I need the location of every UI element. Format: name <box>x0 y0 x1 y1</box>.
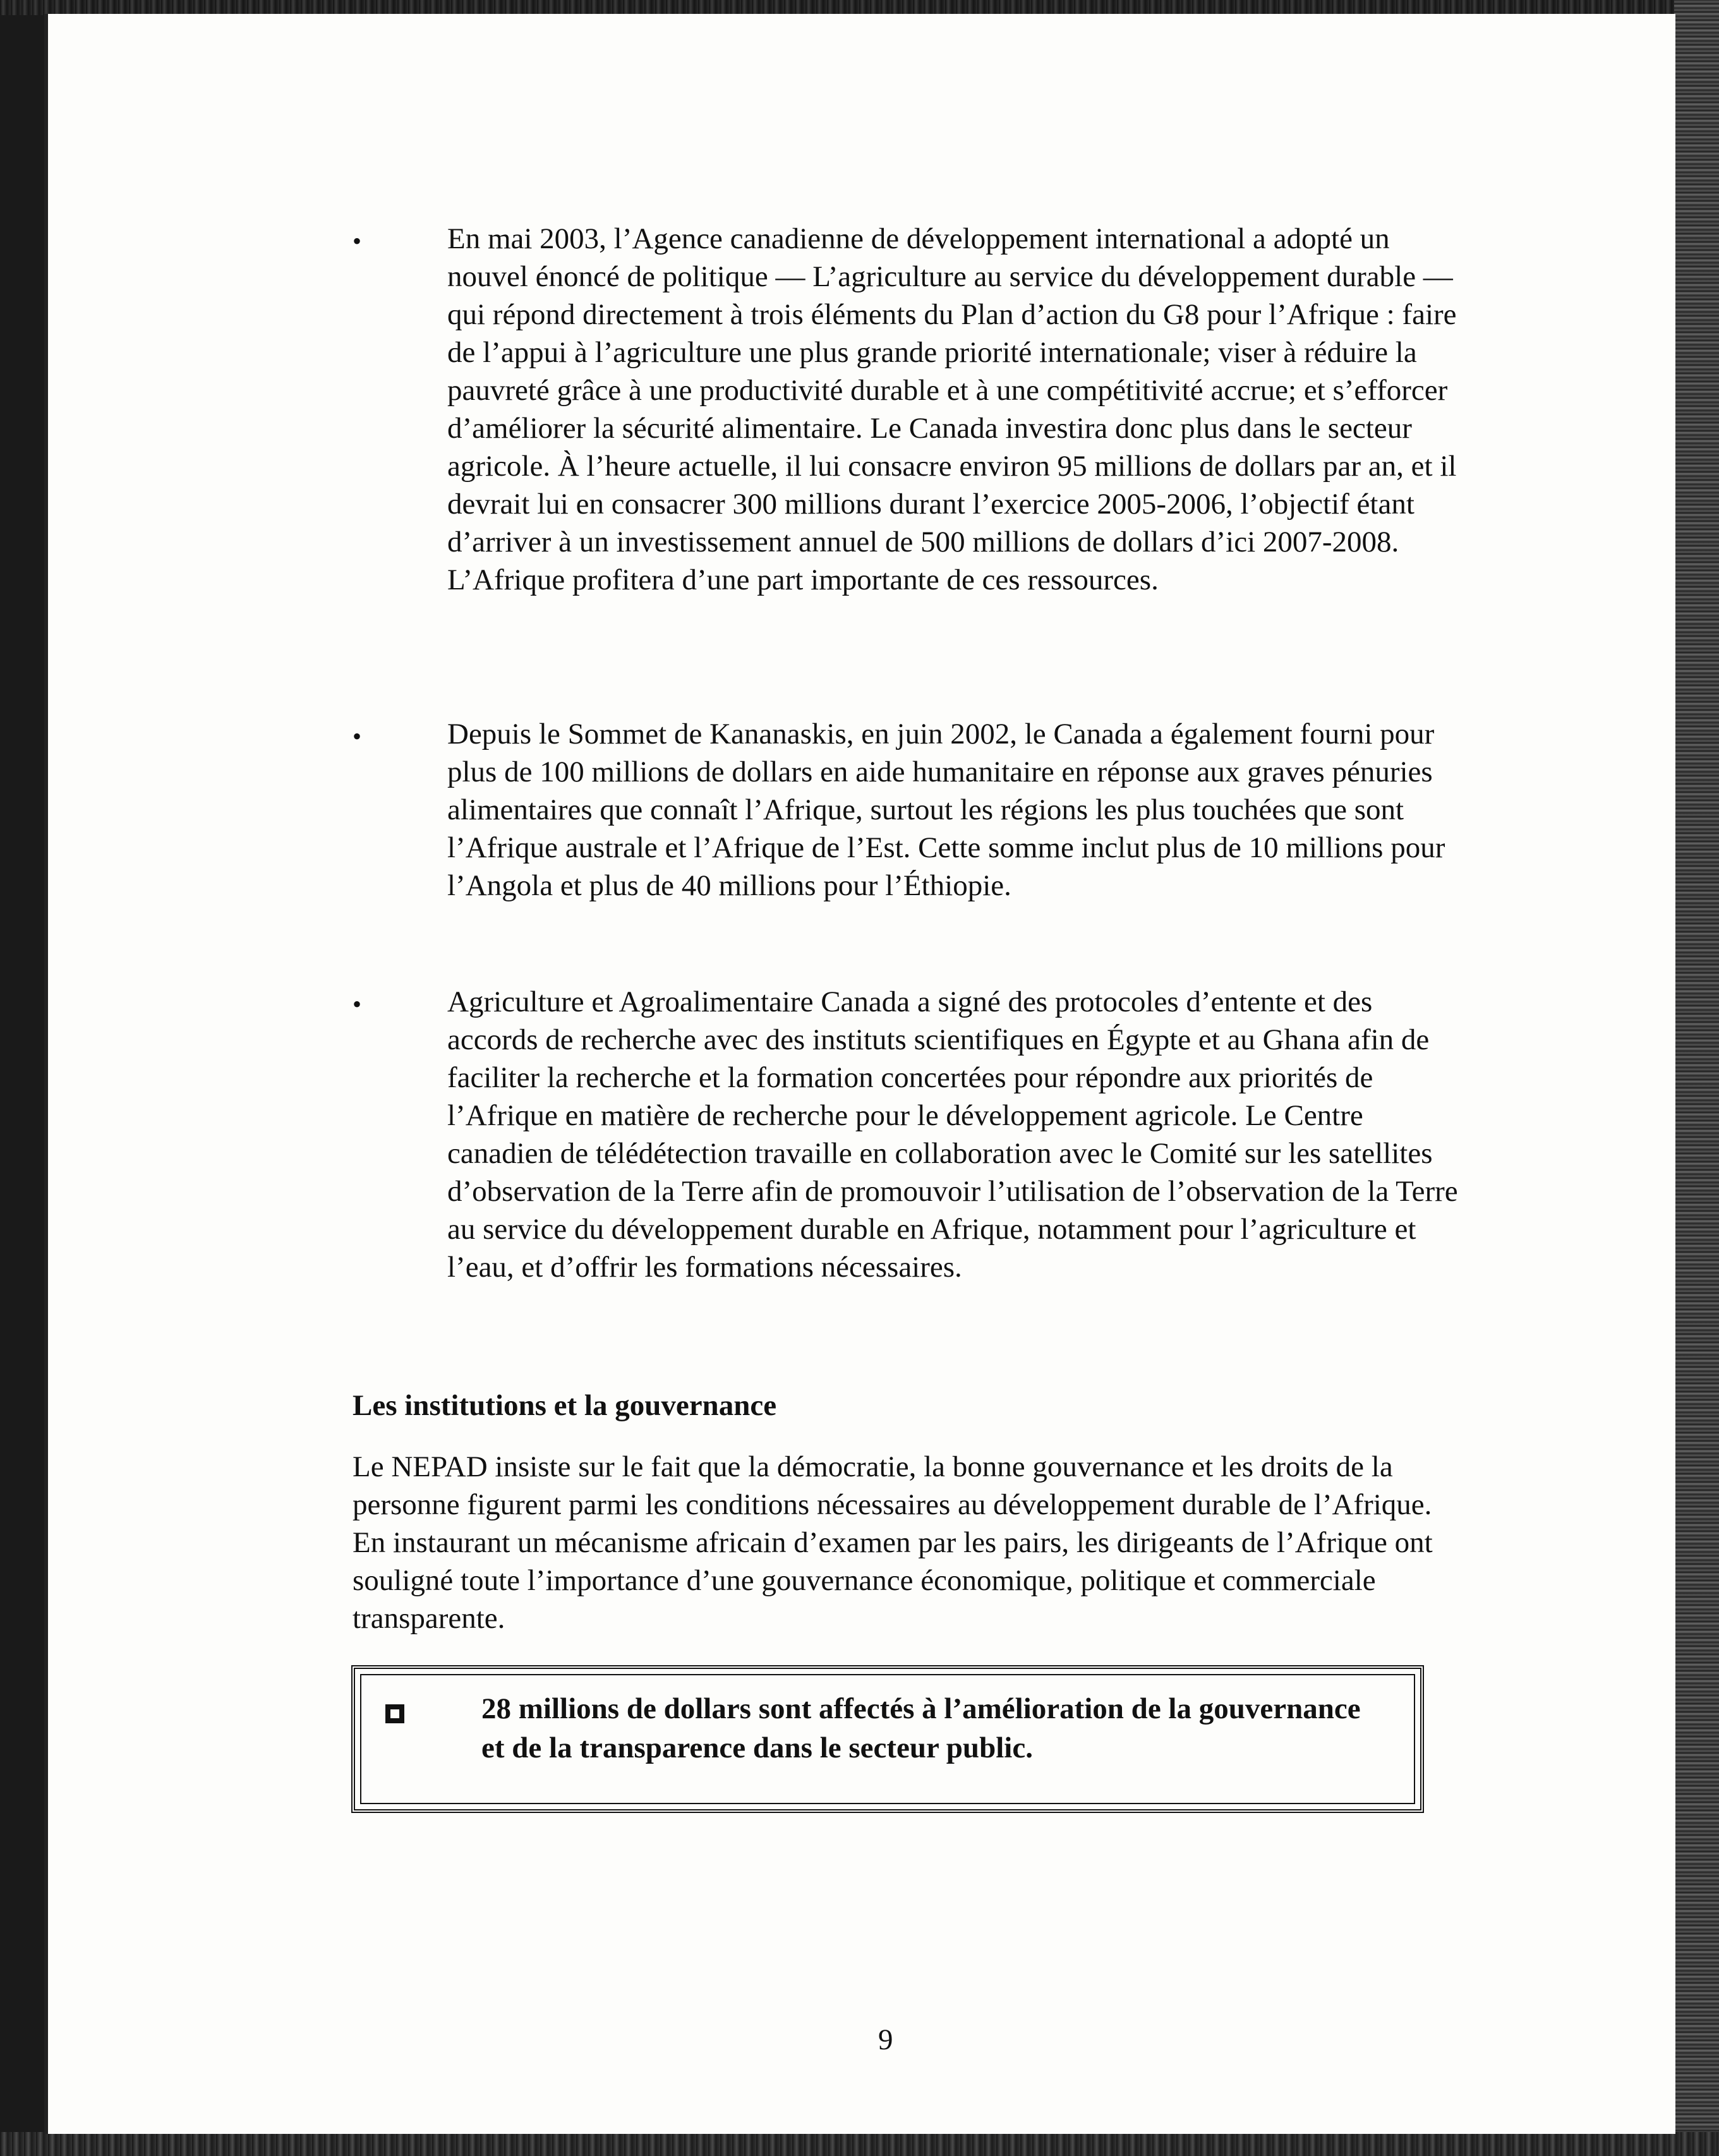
bullet-item-agriculture-policy <box>353 220 1490 599</box>
bullet-marker: • <box>353 722 362 750</box>
bullet-item-humanitarian-aid <box>353 715 1490 905</box>
scan-edge-right <box>1674 0 1719 2156</box>
section-paragraph: Le NEPAD insiste sur le fait que la démocratie, la bonne gouvernance et les droits de la personne figurent parmi les conditions nécessaires au développement durable de l’Afrique. En instaurant un mécanisme africain d’examen par les pairs, les dirigeants de l’Afrique ont souligné toute l’importance d’une gouvernance économique, politique et commerciale transparente. <box>353 1450 1433 1635</box>
scan-edge-top <box>0 0 1719 15</box>
left-margin-rule <box>44 14 48 2134</box>
callout-text: 28 millions de dollars sont affectés à l’amélioration de la gouvernance et de la transparence dans le secteur public. <box>481 1692 1361 1764</box>
bullet-text: Agriculture et Agroalimentaire Canada a signé des protocoles d’entente et des accords de recherche avec des instituts scientifiques en Égypte et au Ghana afin de faciliter la recherche et la formation concertées pour répondre aux priorités de l’Afrique en matière de recherche pour le développement agricole. Le Centre canadien de télédétection travaille en collaboration avec le Comité sur les satellites d’observation de la Terre afin de promouvoir l’utilisation de l’observation de la Terre au service du développement durable en Afrique, notamment pour l’agriculture et l’eau, et d’offrir les formations nécessaires. <box>447 985 1458 1284</box>
document-page <box>44 14 1675 2134</box>
square-bullet-icon <box>385 1704 404 1723</box>
callout-box <box>351 1665 1424 1813</box>
bullet-marker: • <box>353 990 362 1018</box>
bullet-item-research-agreements <box>353 983 1490 1286</box>
page-number: 9 <box>878 2023 893 2056</box>
bullet-text: Depuis le Sommet de Kananaskis, en juin 2002, le Canada a également fourni pour plus de 100 millions de dollars en aide humanitaire en réponse aux graves pénuries alimentaires que connaît l’Afrique, surtout les régions les plus touchées que sont l’Afrique australe et l’Afrique de l’Est. Cette somme inclut plus de 10 millions pour l’Angola et plus de 40 millions pour l’Éthiopie. <box>447 718 1445 902</box>
bullet-text: En mai 2003, l’Agence canadienne de développement international a adopté un nouvel énoncé de politique — L’agriculture au service du développement durable — qui répond directement à trois éléments du Plan d’action du G8 pour l’Afrique : faire de l’appui à l’agriculture une plus grande priorité internationale; viser à réduire la pauvreté grâce à une productivité durable et à une compétitivité accrue; et s’efforcer d’améliorer la sécurité alimentaire. Le Canada investira donc plus dans le secteur agricole. À l’heure actuelle, il lui consacre environ 95 millions de dollars par an, et il devrait lui en consacrer 300 millions durant l’exercice 2005-2006, l’objectif étant d’arriver à un investissement annuel de 500 millions de dollars d’ici 2007-2008. L’Afrique profitera d’une part importante de ces ressources. <box>447 222 1457 596</box>
scan-edge-bottom <box>0 2132 1719 2156</box>
bullet-marker: • <box>353 227 362 255</box>
section-heading: Les institutions et la gouvernance <box>353 1389 777 1422</box>
